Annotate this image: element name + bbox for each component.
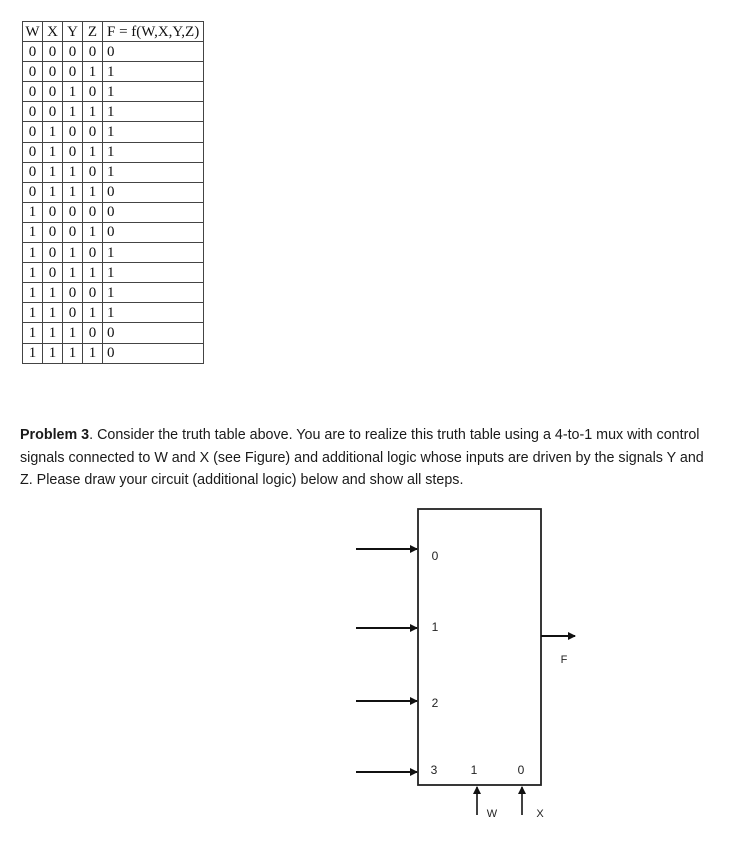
table-cell: 0 — [23, 162, 43, 182]
table-cell: 1 — [43, 162, 63, 182]
table-cell: 1 — [83, 182, 103, 202]
table-cell: 1 — [83, 102, 103, 122]
table-cell: 1 — [43, 182, 63, 202]
table-cell: 0 — [43, 82, 63, 102]
table-cell: 0 — [103, 182, 204, 202]
table-cell: 1 — [103, 283, 204, 303]
table-cell: 1 — [103, 263, 204, 283]
table-cell: 1 — [103, 162, 204, 182]
table-cell: 0 — [83, 122, 103, 142]
header-y: Y — [63, 22, 83, 42]
select-1-label: 1 — [470, 763, 478, 777]
table-cell: 0 — [23, 82, 43, 102]
table-cell: 1 — [63, 243, 83, 263]
table-cell: 0 — [103, 202, 204, 222]
table-cell: 0 — [23, 122, 43, 142]
header-w: W — [23, 22, 43, 42]
input-3-label: 3 — [430, 763, 438, 777]
table-cell: 1 — [63, 162, 83, 182]
header-f: F = f(W,X,Y,Z) — [103, 22, 204, 42]
table-cell: 1 — [83, 303, 103, 323]
table-cell: 1 — [103, 102, 204, 122]
table-cell: 1 — [83, 222, 103, 242]
table-cell: 1 — [23, 222, 43, 242]
table-cell: 0 — [63, 222, 83, 242]
table-cell: 0 — [63, 62, 83, 82]
table-cell: 0 — [83, 42, 103, 62]
table-cell: 1 — [23, 263, 43, 283]
input-0-label: 0 — [431, 549, 439, 563]
table-cell: 0 — [63, 122, 83, 142]
table-cell: 0 — [43, 263, 63, 283]
problem-body: . Consider the truth table above. You are to realize this truth table using a 4-to-1 mux with control signals connected to W and X (see Figure) and additional logic whose inputs are driven by the signals Y and Z. Please draw your circuit (additional logic) below and show all steps. — [20, 427, 704, 488]
table-cell: 1 — [103, 303, 204, 323]
table-cell: 1 — [43, 283, 63, 303]
table-cell: 1 — [43, 343, 63, 363]
table-cell: 1 — [63, 343, 83, 363]
table-cell: 1 — [83, 62, 103, 82]
table-cell: 1 — [43, 142, 63, 162]
table-cell: 1 — [83, 142, 103, 162]
table-cell: 0 — [43, 42, 63, 62]
input-2-label: 2 — [431, 696, 439, 710]
table-cell: 0 — [23, 182, 43, 202]
table-cell: 1 — [103, 122, 204, 142]
header-x: X — [43, 22, 63, 42]
table-cell: 0 — [83, 82, 103, 102]
table-cell: 0 — [103, 42, 204, 62]
table-cell: 0 — [43, 202, 63, 222]
problem-label: Problem 3 — [20, 427, 90, 443]
table-cell: 0 — [83, 202, 103, 222]
table-cell: 1 — [23, 243, 43, 263]
header-z: Z — [83, 22, 103, 42]
table-cell: 0 — [23, 62, 43, 82]
table-cell: 1 — [63, 182, 83, 202]
table-cell: 0 — [63, 142, 83, 162]
table-cell: 0 — [43, 222, 63, 242]
table-cell: 1 — [43, 122, 63, 142]
table-cell: 0 — [83, 323, 103, 343]
table-cell: 1 — [63, 102, 83, 122]
table-cell: 0 — [83, 243, 103, 263]
table-cell: 1 — [23, 323, 43, 343]
select-x-signal: X — [536, 808, 544, 820]
output-label: F — [560, 654, 568, 666]
table-cell: 0 — [43, 102, 63, 122]
select-w-signal: W — [486, 808, 498, 820]
table-cell: 1 — [63, 323, 83, 343]
table-cell: 1 — [103, 142, 204, 162]
table-cell: 0 — [23, 142, 43, 162]
table-cell: 0 — [23, 42, 43, 62]
table-cell: 0 — [103, 323, 204, 343]
table-cell: 0 — [83, 162, 103, 182]
table-cell: 1 — [23, 283, 43, 303]
table-cell: 0 — [83, 283, 103, 303]
table-cell: 1 — [23, 303, 43, 323]
table-cell: 0 — [63, 283, 83, 303]
input-1-label: 1 — [431, 620, 439, 634]
table-cell: 1 — [43, 323, 63, 343]
table-cell: 1 — [63, 263, 83, 283]
table-cell: 0 — [63, 202, 83, 222]
table-cell: 0 — [103, 222, 204, 242]
table-cell: 1 — [23, 202, 43, 222]
select-0-label: 0 — [517, 763, 525, 777]
table-cell: 0 — [63, 303, 83, 323]
table-cell: 0 — [43, 62, 63, 82]
table-cell: 1 — [83, 263, 103, 283]
table-cell: 0 — [103, 343, 204, 363]
table-cell: 1 — [43, 303, 63, 323]
table-cell: 1 — [103, 62, 204, 82]
table-cell: 1 — [83, 343, 103, 363]
table-cell: 1 — [103, 243, 204, 263]
table-cell: 1 — [103, 82, 204, 102]
table-cell: 0 — [43, 243, 63, 263]
table-cell: 1 — [63, 82, 83, 102]
table-cell: 0 — [23, 102, 43, 122]
table-cell: 0 — [63, 42, 83, 62]
table-cell: 1 — [23, 343, 43, 363]
